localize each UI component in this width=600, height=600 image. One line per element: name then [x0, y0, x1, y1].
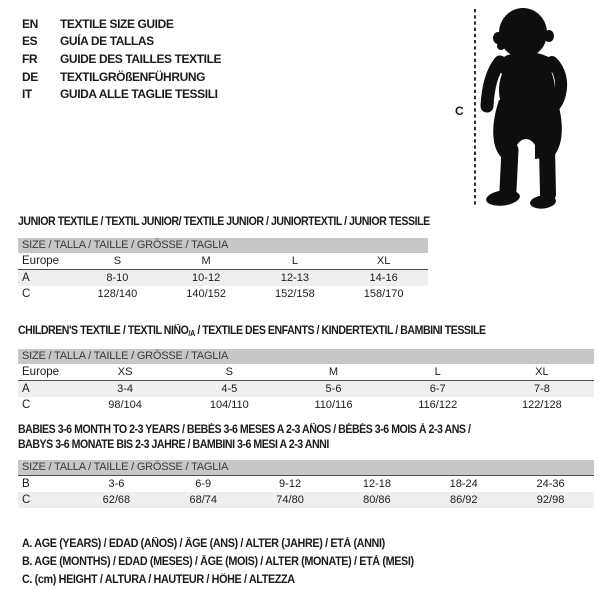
row-label: C: [22, 288, 31, 300]
language-name: GUÍA DE TALLAS: [60, 34, 154, 49]
row-label: C: [22, 494, 31, 506]
table-row: [18, 253, 428, 270]
size-cell: 4-5: [221, 383, 238, 395]
row-label: C: [22, 399, 31, 411]
size-cell: 80/86: [363, 494, 391, 506]
table-row: [18, 381, 594, 397]
row-label: Europe: [22, 255, 60, 267]
language-row: [22, 85, 221, 103]
size-cell: 9-12: [279, 478, 302, 490]
table-row: [18, 492, 594, 508]
size-cell: 5-6: [325, 383, 342, 395]
table-title: [18, 324, 548, 341]
language-code: ES: [22, 34, 38, 49]
size-cell: XS: [117, 366, 133, 378]
table-title: BABYS 3-6 MONATE BIS 2-3 JAHRE / BAMBINI 3-6 MESI A 2-3 ANNI: [18, 439, 329, 451]
table-title: JUNIOR TEXTILE / TEXTIL JUNIOR/ TEXTILE JUNIOR / JUNIORTEXTIL / JUNIOR TESSILE: [18, 216, 430, 228]
size-cell: 98/104: [108, 399, 142, 411]
table-row: [18, 475, 594, 492]
language-row: [22, 50, 221, 68]
row-label: B: [22, 478, 30, 490]
size-cell: 110/116: [314, 399, 353, 411]
size-cell: 18-24: [449, 478, 478, 490]
baby-silhouette-icon: [480, 6, 572, 210]
children-table: [18, 324, 594, 413]
language-row: [22, 33, 221, 51]
size-cell: 14-16: [369, 272, 398, 284]
size-header-bar: SIZE / TALLA / TAILLE / GRÖSSE / TAGLIA: [18, 349, 594, 364]
size-cell: 104/110: [209, 399, 249, 411]
size-cell: 7-8: [533, 383, 550, 395]
size-cell: S: [225, 366, 233, 378]
size-cell: 12-18: [362, 478, 391, 490]
table-row: [18, 397, 594, 413]
size-cell: 128/140: [97, 288, 138, 300]
size-cell: L: [291, 255, 298, 267]
footnote: A. AGE (YEARS) / EDAD (AÑOS) / ÂGE (ANS) / ALTER (JAHRE) / ETÀ (ANNI): [22, 538, 385, 550]
size-cell: 152/158: [274, 288, 315, 300]
size-cell: 116/122: [418, 399, 458, 411]
size-cell: 10-12: [192, 272, 221, 284]
junior-table: [18, 215, 428, 302]
language-name: TEXTILE SIZE GUIDE: [60, 16, 174, 31]
size-cell: 8-10: [106, 272, 129, 284]
row-label: Europe: [22, 366, 60, 378]
language-name: GUIDA ALLE TAGLIE TESSILI: [60, 87, 218, 102]
size-cell: 24-36: [536, 478, 565, 490]
size-cell: M: [328, 366, 339, 378]
babies-table: [18, 423, 594, 508]
language-code: DE: [22, 69, 38, 84]
size-cell: 68/74: [189, 494, 217, 506]
language-code: IT: [22, 87, 32, 102]
table-row: [18, 270, 428, 286]
table-title-subscript: /A: [188, 329, 195, 338]
size-cell: 140/152: [186, 288, 226, 300]
size-cell: 12-13: [280, 272, 309, 284]
size-cell: S: [113, 255, 122, 267]
footnote: C. (cm) HEIGHT / ALTURA / HAUTEUR / HÖHE / ALTEZZA: [22, 573, 295, 586]
footnote: B. AGE (MONTHS) / EDAD (MESES) / ÂGE (MOIS) / ALTER (MONATE) / ETÀ (MESI): [22, 555, 414, 568]
size-cell: 6-7: [429, 383, 446, 395]
size-cell: XL: [535, 366, 549, 378]
table-title: BABIES 3-6 MONTH TO 2-3 YEARS / BEBÉS 3-6 MESES A 2-3 AÑOS / BÉBÉS 3-6 MOIS À 2-3 ANS /: [18, 424, 471, 436]
size-cell: 6-9: [195, 478, 212, 490]
size-cell: 3-4: [117, 383, 134, 395]
language-name: GUIDE DES TAILLES TEXTILE: [60, 51, 222, 66]
table-row: [18, 364, 594, 381]
size-cell: 92/98: [536, 494, 565, 506]
size-cell: 74/80: [276, 494, 304, 506]
language-row: [22, 68, 221, 86]
height-dashed-line: [473, 9, 477, 207]
language-code: FR: [22, 51, 38, 66]
size-cell: L: [434, 366, 441, 378]
size-cell: 158/170: [363, 288, 404, 300]
table-title-text: / TEXTILE DES ENFANTS / KINDERTEXTIL / BAMBINI TESSILE: [194, 325, 486, 337]
size-header-bar: SIZE / TALLA / TAILLE / GRÖSSE / TAGLIA: [18, 238, 428, 253]
row-label: A: [22, 272, 30, 284]
row-label: A: [22, 383, 30, 395]
language-code: EN: [22, 16, 38, 31]
language-row: [22, 15, 221, 33]
size-cell: 86/92: [449, 494, 478, 506]
language-header: [22, 15, 221, 103]
size-header-bar: SIZE / TALLA / TAILLE / GRÖSSE / TAGLIA: [18, 460, 594, 475]
size-cell: XL: [376, 255, 391, 267]
size-cell: 3-6: [108, 478, 125, 490]
height-measure-label: C: [455, 104, 464, 118]
size-cell: 62/68: [102, 494, 131, 506]
table-title-text: CHILDREN'S TEXTILE / TEXTIL NIÑO: [18, 325, 189, 337]
language-name: TEXTILGRÖßENFÜHRUNG: [60, 69, 206, 84]
size-cell: M: [201, 255, 211, 267]
size-cell: 122/128: [522, 399, 562, 411]
footnotes: [22, 536, 439, 589]
table-row: [18, 286, 428, 302]
